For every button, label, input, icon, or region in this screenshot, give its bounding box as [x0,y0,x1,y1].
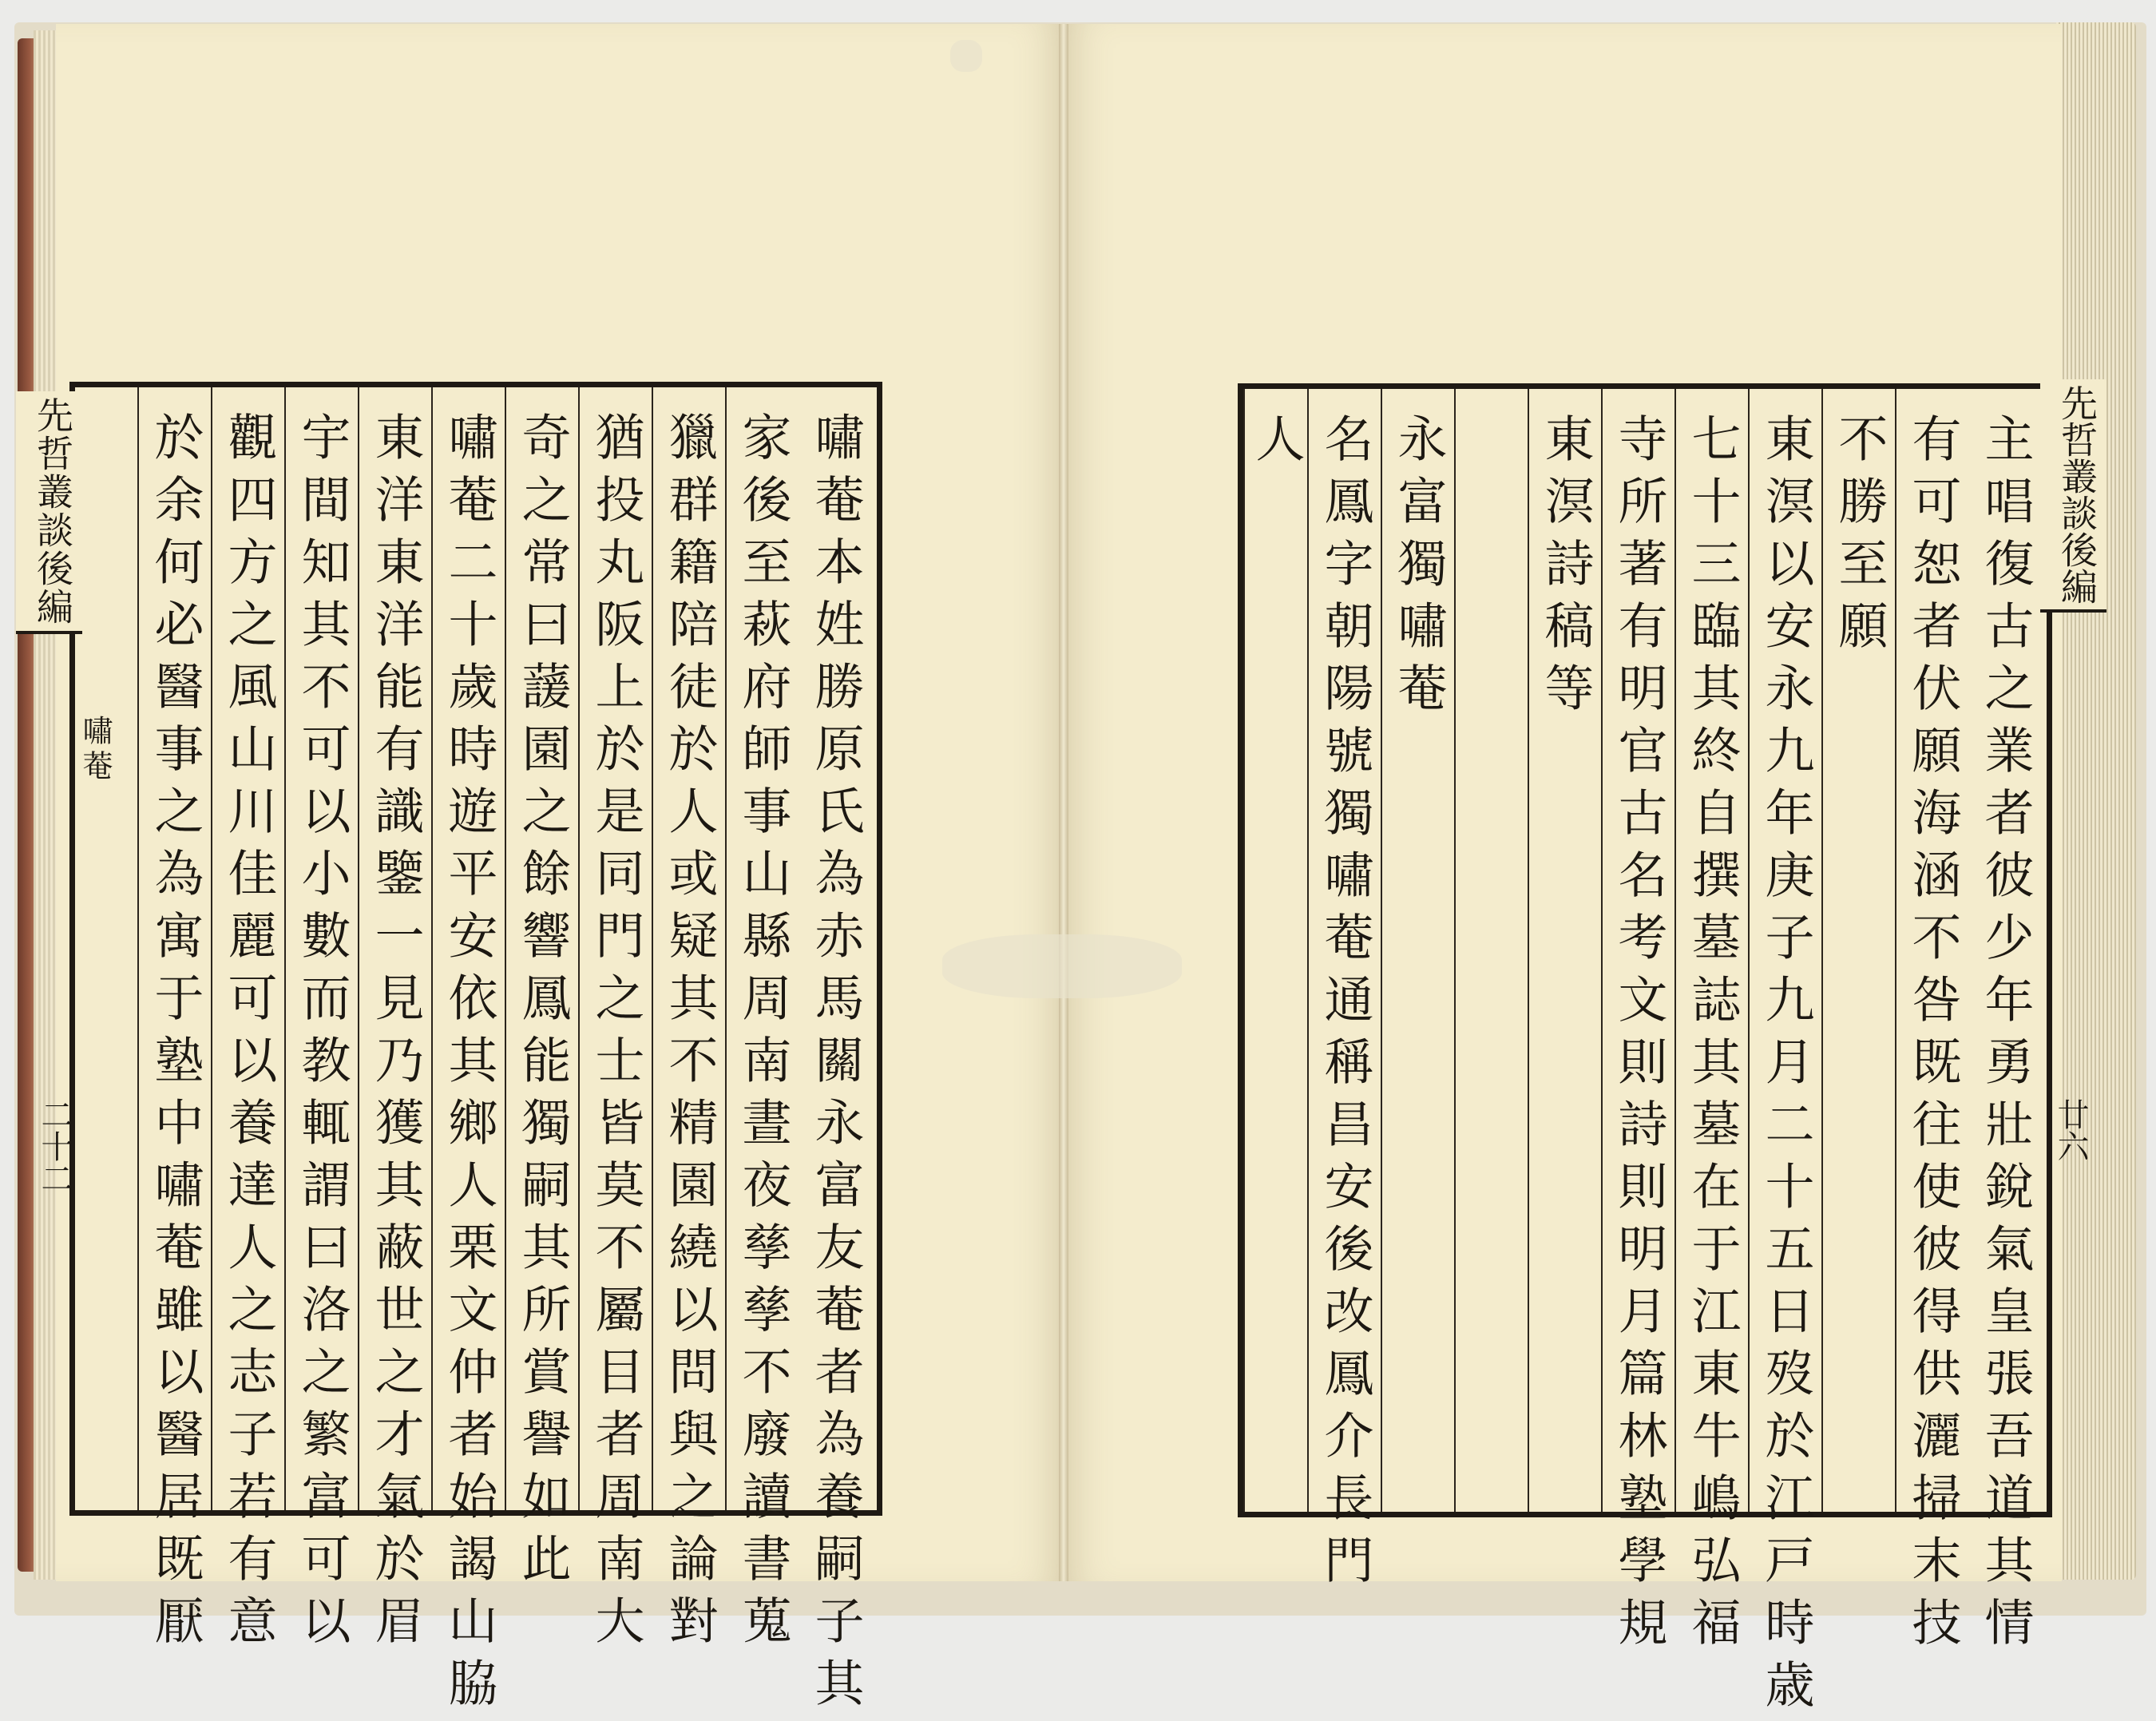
column-text: 家後至萩府師事山縣周南晝夜孳孳不廢讀書蒐 [734,411,792,1657]
left-column-9 [211,387,284,1657]
left-text-frame [69,382,882,1719]
left-column-8 [284,387,358,1657]
right-column-2 [1895,389,1968,1659]
right-column-8 [1454,389,1528,1512]
left-column-4 [578,387,652,1657]
right-column-7 [1528,389,1601,1512]
column-text: 嘯菴本姓勝原氏為赤馬關永富友菴者為養嗣子其 [807,411,865,1719]
right-text-frame [1238,383,2052,1721]
column-text: 東洋東洋能有識鑒一見乃獲其蔽世之才氣於眉 [367,411,425,1657]
left-column-7 [358,387,431,1657]
column-text: 有可恕者伏願海涵不咎既往使彼得供灑掃末技 [1904,413,1962,1659]
column-text: 七十三臨其終自撰墓誌其墓在于江東牛嶋弘福 [1683,413,1742,1659]
paper-wear-mark [950,40,982,72]
column-text: 於余何必醫事之為寓于塾中嘯菴雖以醫居既厭 [146,411,204,1657]
right-spine-title: 先哲叢談後編 [2040,379,2106,613]
left-column-6 [431,387,505,1719]
column-text: 名鳳字朝陽號獨嘯菴通稱昌安後改鳳介長門 [1316,413,1374,1596]
left-spine-subtitle: 嘯菴 [77,715,113,785]
left-column-1 [799,387,872,1719]
column-text: 奇之常曰蘐園之餘響鳳能獨嗣其所賞譽如此 [513,411,572,1595]
column-text: 人 [1247,413,1306,475]
left-column-2 [725,387,799,1657]
column-text: 宇間知其不可以小數而教輒謂曰洛之繁富可以 [293,411,351,1657]
column-text: 主唱復古之業者彼少年勇壯銳氣皇張吾道其情 [1976,413,2035,1659]
left-column-3 [652,387,725,1657]
left-column-10 [137,387,211,1657]
column-text: 不勝至願 [1830,413,1888,662]
right-column-10 [1307,389,1381,1596]
column-text: 獵群籍陪徒於人或疑其不精園繞以問與之論對 [660,411,719,1657]
column-text: 觀四方之風山川佳麗可以養達人之志子若有意 [220,411,278,1657]
right-column-5 [1674,389,1748,1659]
column-text: 東溟詩稿等 [1536,413,1595,724]
column-text: 東溟以安永九年庚子九月二十五日歿於江戸時歳 [1757,413,1815,1721]
column-text: 猶投丸阪上於是同門之士皆莫不屬目者周南大 [587,411,645,1657]
left-spine-title: 先哲叢談後編 [16,391,82,634]
right-page-number: 廿六 [2052,1098,2089,1162]
right-column-3 [1821,389,1895,1512]
column-text: 寺所著有明官古名考文則詩則明月篇林塾學規 [1610,413,1668,1659]
column-text: 永富獨嘯菴 [1389,413,1448,724]
column-text: 嘯菴二十歲時遊平安依其鄉人栗文仲者始謁山脇 [440,411,498,1719]
left-page-number: 二十二 [36,1098,73,1194]
right-column-1 [1968,389,2042,1659]
right-column-6 [1601,389,1674,1659]
right-column-11 [1243,389,1307,1512]
left-column-5 [505,387,578,1595]
paper-wear-mark [942,934,1182,998]
book-gutter [1059,24,1068,1581]
page-stack-right [2056,22,2136,1580]
right-column-4 [1748,389,1821,1721]
right-column-9 [1381,389,1454,1512]
